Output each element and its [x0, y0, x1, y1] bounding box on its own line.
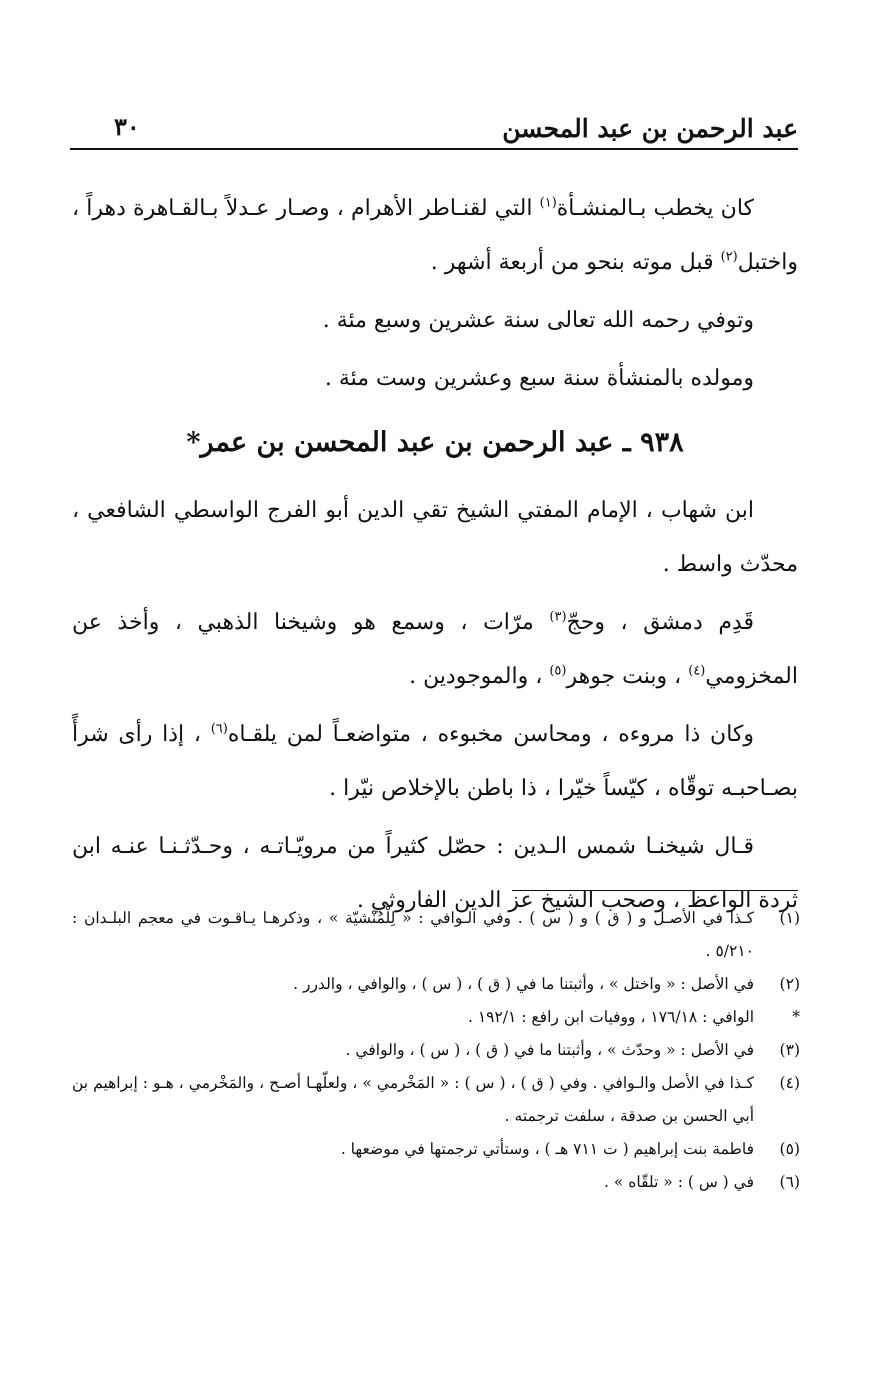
footnote-marker: (٢) — [779, 975, 800, 993]
footnote-text: في ( س ) : « تلقّاه » . — [603, 1173, 754, 1191]
page-number: ٣٠ — [114, 112, 140, 141]
footnote-ref-6: (٦) — [210, 721, 228, 737]
paragraph-7: قـال شيخنـا شمس الـدين : حصّل كثيراً من مرويّـاتـه ، وحـدّثـنـا عنـه ابن ثردة الواعظ ، وصحب الشيخ عز الدين الفاروثي . — [72, 834, 798, 913]
footnote-marker: (١) — [779, 909, 800, 927]
footnote-5 — [72, 1133, 800, 1166]
paragraph-5: قَدِم دمشق ، وحجّ$^{(٣)}$ مرّات ، وسمع هو وشيخنا الذهبي ، وأخذ عن المخزومي$^{(٤)}$ ، وبنت جوهر$^{(٥)}$ ، والموجودين . — [72, 609, 798, 689]
footnote-ref-5: (٥) — [549, 663, 567, 679]
footnote-4 — [72, 1067, 800, 1133]
footnote-2 — [72, 968, 800, 1001]
page-header — [70, 108, 798, 148]
footnote-text: فاطمة بنت إبراهيم ( ت ٧١١ هـ ) ، وستأتي ترجمتها في موضعها . — [340, 1140, 754, 1158]
footnote-ref-2: (٢) — [720, 249, 738, 265]
footnote-6 — [72, 1166, 800, 1199]
footnote-text: في الأصل : « واختل » ، وأثبتنا ما في ( ق ) ، ( س ) ، والوافي ، والدرر . — [293, 975, 754, 993]
footnote-text: الوافي : ١٧٦/١٨ ، ووفيات ابن رافع : ١٩٢/١ . — [467, 1008, 754, 1026]
footnotes — [72, 902, 800, 1199]
footnote-ref-3: (٣) — [549, 609, 567, 625]
footnote-3 — [72, 1034, 800, 1067]
footnote-ref-1: (١) — [539, 195, 557, 211]
footnote-1 — [72, 902, 800, 968]
main-text — [72, 182, 798, 932]
paragraph-3: ومولده بالمنشأة سنة سبع وعشرين وست مئة . — [324, 366, 754, 391]
footnote-marker: (٤) — [779, 1074, 800, 1092]
footnote-marker: (٦) — [779, 1173, 800, 1191]
paragraph-4: ابن شهاب ، الإمام المفتي الشيخ تقي الدين أبو الفرج الواسطي الشافعي ، محدّث واسط . — [72, 498, 798, 577]
footnote-marker: * — [792, 1008, 800, 1026]
header-rule — [70, 148, 798, 150]
footnote-text: كـذا في الأصل والـوافي . وفي ( ق ) ، ( س ) : « المَخْرمي » ، ولعلّهـا أصـح ، والمَخْرمي ، هـو : إبراهيم بن أبي الحسن بن صدقة ، سلفت ترجمته . — [72, 1074, 754, 1125]
footnote-text: في الأصل : « وحدّث » ، وأثبتنا ما في ( ق ) ، ( س ) ، والوافي . — [345, 1041, 754, 1059]
paragraph-6: وكان ذا مروءه ، ومحاسن مخبوءه ، متواضعـاً لمن يلقـاه$^{(٦)}$ ، إذا رأى شرأً بصـاحبـه توقّاه ، كيّساً خيّرا ، ذا باطن بالإخلاص نيّرا . — [72, 721, 798, 801]
running-title: عبد الرحمن بن عبد المحسن — [502, 114, 798, 143]
entry-heading: ٩٣٨ ـ عبد الرحمن بن عبد المحسن بن عمر* — [186, 427, 684, 458]
footnote-ref-4: (٤) — [688, 663, 706, 679]
footnote-rule — [512, 890, 798, 891]
footnote-source — [72, 1001, 800, 1034]
paragraph-1: كان يخطب بـالمنشـأة$^{(١)}$ التي لقنـاطر الأهرام ، وصـار عـدلاً بـالقـاهرة دهراً ، واختبل$^{(٢)}$ قبل موته بنحو من أربعة أشهر . — [72, 195, 798, 275]
paragraph-2: وتوفي رحمه الله تعالى سنة عشرين وسبع مئة . — [322, 308, 754, 333]
footnote-marker: (٥) — [779, 1140, 800, 1158]
footnote-text: كـذا في الأصـل و ( ق ) و ( س ) . وفي الـوافي : « لِلْمُنْشيّة » ، وذكرهـا يـاقـوت في معجم البلـدان : ٥/٢١٠ . — [72, 909, 754, 960]
footnote-marker: (٣) — [779, 1041, 800, 1059]
